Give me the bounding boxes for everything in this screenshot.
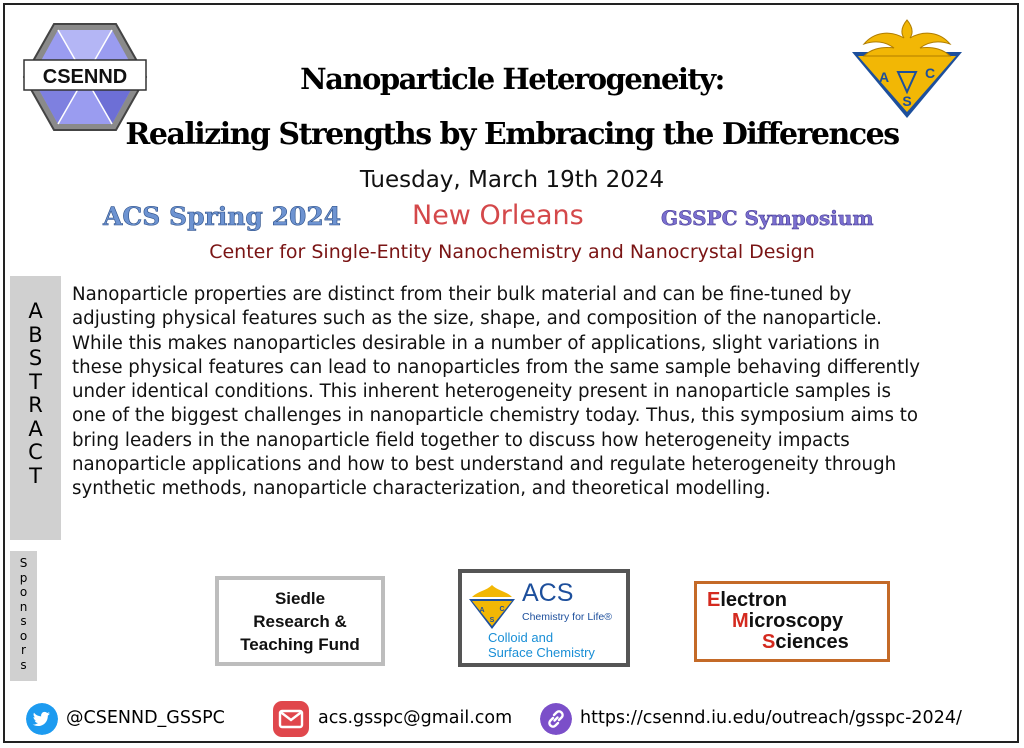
twitter-icon <box>26 703 58 735</box>
sponsor-siedle-fund <box>215 576 385 666</box>
abstract-label-letter: A <box>28 416 43 441</box>
abstract-line: one of the biggest challenges in nanoparticle chemistry today. Thus, this symposium aims to <box>72 405 918 427</box>
csennd-logo-text: CSENND <box>42 66 128 88</box>
title-line-2: Realizing Strengths by Embracing the Differences <box>125 117 899 152</box>
ems-word: icroscopy <box>748 610 844 632</box>
link-icon <box>540 703 572 735</box>
abstract-label-letter: T <box>29 463 42 488</box>
abstract-label-letter: B <box>28 322 43 347</box>
sponsors-label-letter: r <box>21 643 26 657</box>
acs-division-line: Surface Chemistry <box>488 645 595 660</box>
siedle-line: Teaching Fund <box>240 634 360 654</box>
sponsors-label-letter: s <box>20 657 27 672</box>
title-line-1: Nanoparticle Heterogeneity: <box>300 62 724 96</box>
sponsors-label-letter: S <box>19 556 28 570</box>
abstract-label-letter: A <box>28 299 43 323</box>
abstract-line: While this makes nanoparticles desirable in a number of applications, slight variations in <box>72 332 880 354</box>
ems-line-1 <box>707 590 887 611</box>
event-date: Tuesday, March 19th 2024 <box>359 167 665 193</box>
abstract-label-letter: R <box>28 393 43 417</box>
acs-sponsor-name: ACS <box>522 579 574 607</box>
abstract-label-letter: S <box>28 346 43 370</box>
acs-small-logo <box>468 583 516 631</box>
city-label: New Orleans <box>412 200 584 231</box>
ems-word: ciences <box>775 631 849 653</box>
ems-line-3 <box>707 632 887 653</box>
sponsors-label-letter: o <box>19 585 28 599</box>
sponsors-label-letter: p <box>19 570 28 585</box>
abstract-line: these physical features can lead to nanoparticles from the same sample behaving differently <box>72 356 921 378</box>
email-address[interactable]: acs.gsspc@gmail.com <box>318 708 513 728</box>
siedle-line: Research & <box>253 611 347 631</box>
acs-small-letter-a: A <box>479 607 485 614</box>
symposium-label: GSSPC Symposium <box>661 206 874 230</box>
center-name: Center for Single-Entity Nanochemistry and Nanocrystal Design <box>209 241 815 263</box>
acs-tagline: Chemistry for Life® <box>522 611 613 623</box>
acs-small-letter-c: C <box>499 606 505 613</box>
ems-line-2 <box>707 611 887 632</box>
sponsors-label-letter: o <box>19 628 28 643</box>
sponsors-label <box>10 556 37 672</box>
ems-word: lectron <box>720 589 788 611</box>
ems-initial: E <box>707 589 721 611</box>
abstract-line: synthetic methods, nanoparticle characterization, and theoretical modelling. <box>72 478 771 500</box>
siedle-line: Siedle <box>274 588 326 608</box>
abstract-line: under identical conditions. This inherent heterogeneity present in nanoparticle samples is <box>72 381 891 403</box>
sponsors-label-letter: n <box>19 599 28 614</box>
website-url[interactable]: https://csennd.iu.edu/outreach/gsspc-2024/ <box>580 708 962 728</box>
sponsor-acs-colloid <box>458 569 630 667</box>
acs-logo-letter-a: A <box>878 69 890 85</box>
email-icon <box>272 700 310 738</box>
abstract-line: nanoparticle applications and how to best understand and regulate heterogeneity through <box>72 454 897 476</box>
abstract-label-letter: C <box>28 440 43 464</box>
acs-logo-letter-c: C <box>924 65 936 81</box>
ems-initial: S <box>762 631 776 653</box>
acs-small-letter-s: S <box>489 617 495 624</box>
abstract-line: adjusting physical features such as the size, shape, and composition of the nanoparticle. <box>72 308 882 330</box>
abstract-line: bring leaders in the nanoparticle field together to discuss how heterogeneity impacts <box>72 429 850 451</box>
acs-logo-letter-s: S <box>902 93 912 109</box>
acs-division-line: Colloid and <box>488 630 554 645</box>
sponsor-electron-microscopy-sciences <box>694 581 890 662</box>
acs-division <box>488 630 595 660</box>
abstract-text <box>72 283 1012 502</box>
twitter-handle[interactable]: @CSENND_GSSPC <box>66 708 225 728</box>
abstract-label-letter: T <box>29 369 42 394</box>
ems-initial: M <box>732 610 749 632</box>
sponsors-label-letter: s <box>20 614 27 628</box>
abstract-label <box>10 300 61 488</box>
abstract-line: Nanoparticle properties are distinct from their bulk material and can be fine-tuned by <box>72 284 852 305</box>
acs-spring-label: ACS Spring 2024 <box>103 202 342 231</box>
